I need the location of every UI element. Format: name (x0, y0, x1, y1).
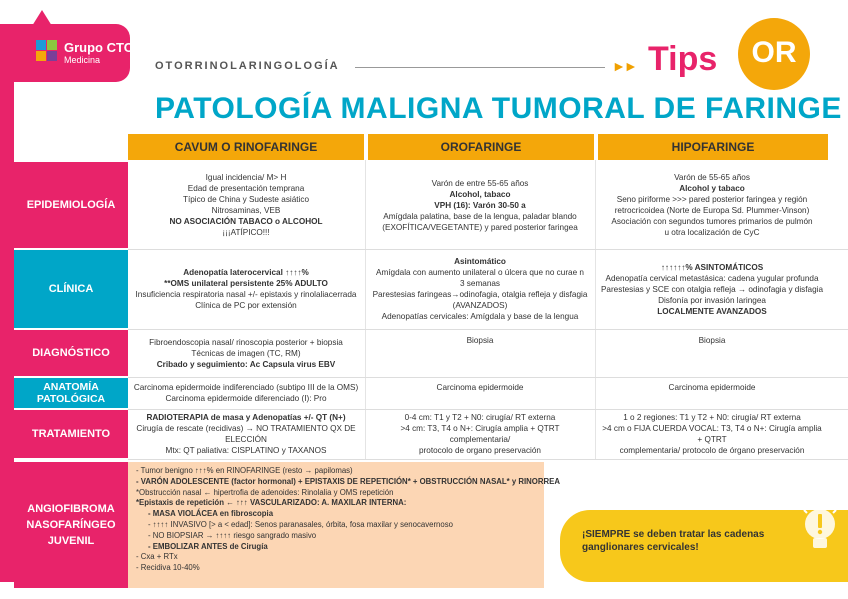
cell-tto-oro (366, 410, 594, 458)
angio-line: - Cxa + RTx (136, 552, 178, 562)
column-header-hipofaringe: HIPOFARINGE (596, 134, 828, 160)
cell-line: Asintomático (454, 257, 506, 266)
cell-line: protocolo de organo preservación (419, 446, 541, 455)
angio-line: - VARÓN ADOLESCENTE (factor hormonal) + EPISTAXIS DE REPETICIÓN* + OBSTRUCCIÓN NASAL* y RINORREA (136, 476, 560, 486)
cell-line: Clínica de PC por extensión (195, 301, 297, 310)
cell-line: Amígdala con aumento unilateral o úlcera que no curae n (375, 268, 584, 277)
cell-line: Fibroendoscopia nasal/ rinoscopia posterior + biopsia (149, 337, 343, 347)
cell-line: 3 semanas (459, 279, 501, 288)
angio-line: *Epistaxis de repetición ← ↑↑↑ VASCULARIZADO: A. MAXILAR INTERNA: (136, 498, 407, 508)
arrows-icon: ►► (612, 58, 636, 74)
cell-line: Carcinoma epidermoide indiferenciado (subtipo III de la OMS) (133, 383, 359, 392)
angio-line: - MASA VIOLÁCEA en fibroscopia (148, 509, 274, 519)
cell-line: RADIOTERAPIA de masa y Adenopatías +/- QT (N+) (146, 413, 346, 422)
cell-diag-cavum (128, 330, 364, 376)
cell-line: Amígdala palatina, base de la lengua, paladar blando (383, 211, 577, 221)
cell-line: Seno piriforme >>> pared posterior faringea y región (616, 195, 808, 204)
cell-epi-oro (366, 162, 594, 248)
cell-line: ↑↑↑↑↑↑% ASINTOMÁTICOS (660, 262, 764, 272)
cell-line: LOCALMENTE AVANZADOS (657, 306, 767, 316)
angio-line: - Recidiva 10-40% (136, 563, 200, 573)
column-header-orofaringe: OROFARINGE (366, 134, 594, 160)
cell-line: Alcohol, tabaco (449, 189, 511, 199)
cell-line: Técnicas de imagen (TC, RM) (191, 348, 301, 358)
cell-epi-hipo (596, 162, 828, 248)
angio-box (128, 462, 560, 588)
cell-line: Carcinoma epidermoide diferenciado (I): Pro (165, 394, 327, 403)
angio-line: - ↑↑↑↑ INVASIVO [> a < edad]: Senos paranasales, órbita, fosa maxilar y senocavernoso (148, 519, 453, 529)
row-label-epidemiologia: EPIDEMIOLOGÍA (14, 162, 128, 248)
cell-line: Varón de entre 55-65 años (431, 178, 529, 188)
cell-line: ¡¡¡ATÍPICO!!! (222, 228, 270, 237)
divider (355, 67, 605, 68)
cell-line: Disfonía por invasión laringea (658, 295, 766, 305)
cell-line: Igual incidencia/ M> H (205, 173, 287, 182)
cell-line: Biopsia (698, 335, 726, 345)
or-badge: OR (738, 18, 810, 90)
logo-line1: Grupo CTO (64, 40, 134, 55)
cell-ap-hipo (596, 378, 828, 396)
row-label-tratamiento: TRATAMIENTO (14, 410, 128, 458)
row-label-anatomia: ANATOMÍA PATOLÓGICA (14, 378, 128, 408)
cell-tto-hipo (596, 410, 828, 458)
tips-label: Tips (648, 40, 718, 78)
cell-line: Adenopatías cervicales: Amígdala y base de la lengua (381, 312, 579, 321)
angio-line: - EMBOLIZAR ANTES de Cirugía (148, 541, 268, 551)
cell-line: Biopsia (466, 335, 494, 345)
cell-clinica-cavum (128, 250, 364, 328)
angio-line: *Obstrucción nasal ← hipertrofia de adenoides: Rinolalia y OMS repetición (136, 487, 394, 497)
cell-line: 0-4 cm: T1 y T2 + N0: cirugía/ RT externa (404, 413, 556, 422)
cell-ap-oro (366, 378, 594, 396)
cell-line: Típico de China y Sudeste asiático (182, 195, 310, 204)
cell-tto-cavum (128, 410, 364, 458)
cell-line: (EXOFÍTICA/VEGETANTE) y pared posterior faringea (382, 222, 578, 232)
row-label-diagnostico: DIAGNÓSTICO (14, 330, 128, 376)
cell-line: Parestesias y SCE con otalgia refleja → odinofagia y disfagia (600, 284, 824, 294)
angio-line: - Tumor benigno ↑↑↑% en RINOFARINGE (resto → papilomas) (136, 466, 353, 475)
left-strip (0, 82, 14, 582)
cell-line: Carcinoma epidermoide (668, 382, 756, 392)
cell-diag-hipo (596, 330, 828, 350)
row-divider (128, 459, 848, 460)
lightbulb-icon (800, 500, 840, 560)
angio-line: - NO BIOPSIAR → ↑↑↑↑ riesgo sangrado masivo (148, 530, 317, 540)
cell-clinica-hipo (596, 250, 828, 328)
cell-line: u otra localización de CyC (664, 228, 760, 237)
cell-line: Nitrosaminas, VEB (211, 206, 281, 215)
cell-line: Varón de 55-65 años (674, 173, 750, 182)
cell-clinica-oro (366, 250, 594, 328)
cell-line: Parestesias faringeas→odinofagia, otalgia refleja y disfagia (AVANZADOS) (372, 290, 588, 310)
warning-note: ¡SIEMPRE se deben tratar las cadenas ganglionares cervicales! (560, 510, 848, 582)
subject-label: OTORRINOLARINGOLOGÍA (155, 60, 340, 72)
cell-line: Adenopatía cervical metastásica: cadena yugular profunda (605, 273, 819, 283)
cell-line: Asociación con segundos tumores primarios de pulmón (611, 217, 813, 226)
cell-line: complementaria/ protocolo de órgano preservación (619, 446, 805, 455)
cell-line: Carcinoma epidermoide (436, 382, 524, 392)
row-label-clinica: CLÍNICA (14, 250, 128, 328)
cell-line: 1 o 2 regiones: T1 y T2 + N0: cirugía/ RT externa (623, 413, 801, 422)
cell-line: Cribado y seguimiento: Ac Capsula virus EBV (156, 359, 336, 369)
cell-line: VPH (16): Varón 30-50 a (434, 200, 526, 210)
cell-line: Mtx: QT paliativa: CISPLATINO y TAXANOS (165, 446, 327, 455)
cell-epi-cavum (128, 162, 364, 248)
page-title: PATOLOGÍA MALIGNA TUMORAL DE FARINGE (155, 92, 842, 125)
cell-line: NO ASOCIACIÓN TABACO o ALCOHOL (169, 217, 323, 226)
cell-line: **OMS unilateral persistente 25% ADULTO (164, 279, 328, 288)
cell-diag-oro (366, 330, 594, 350)
logo-icon (36, 40, 58, 62)
logo-line2: Medicina (64, 55, 101, 65)
cell-line: Cirugía de rescate (recidivas) → NO TRATAMIENTO QX DE ELECCIÓN (136, 424, 356, 444)
cell-line: >4 cm: T3, T4 o N+: Cirugía amplia + QTRT complementaria/ (400, 424, 560, 444)
cell-line: Edad de presentación temprana (187, 184, 305, 193)
angio-label: ANGIOFIBROMA NASOFARÍNGEO JUVENIL (14, 462, 128, 588)
cell-line: retrocricoidea (Norte de Europa Sd. Plummer-Vinson) (614, 206, 810, 215)
logo-text (64, 40, 134, 65)
cell-line: >4 cm o FIJA CUERDA VOCAL: T3, T4 o N+: Cirugía amplia + QTRT (602, 424, 822, 444)
cell-line: Insuficiencia respiratoria nasal +/- epistaxis y rinolaliacerrada (135, 290, 357, 299)
column-header-cavum: CAVUM O RINOFARINGE (128, 134, 364, 160)
cell-line: Alcohol y tabaco (679, 184, 745, 193)
cell-line: Adenopatía laterocervical ↑↑↑↑% (183, 268, 309, 277)
cell-ap-cavum (128, 378, 364, 408)
